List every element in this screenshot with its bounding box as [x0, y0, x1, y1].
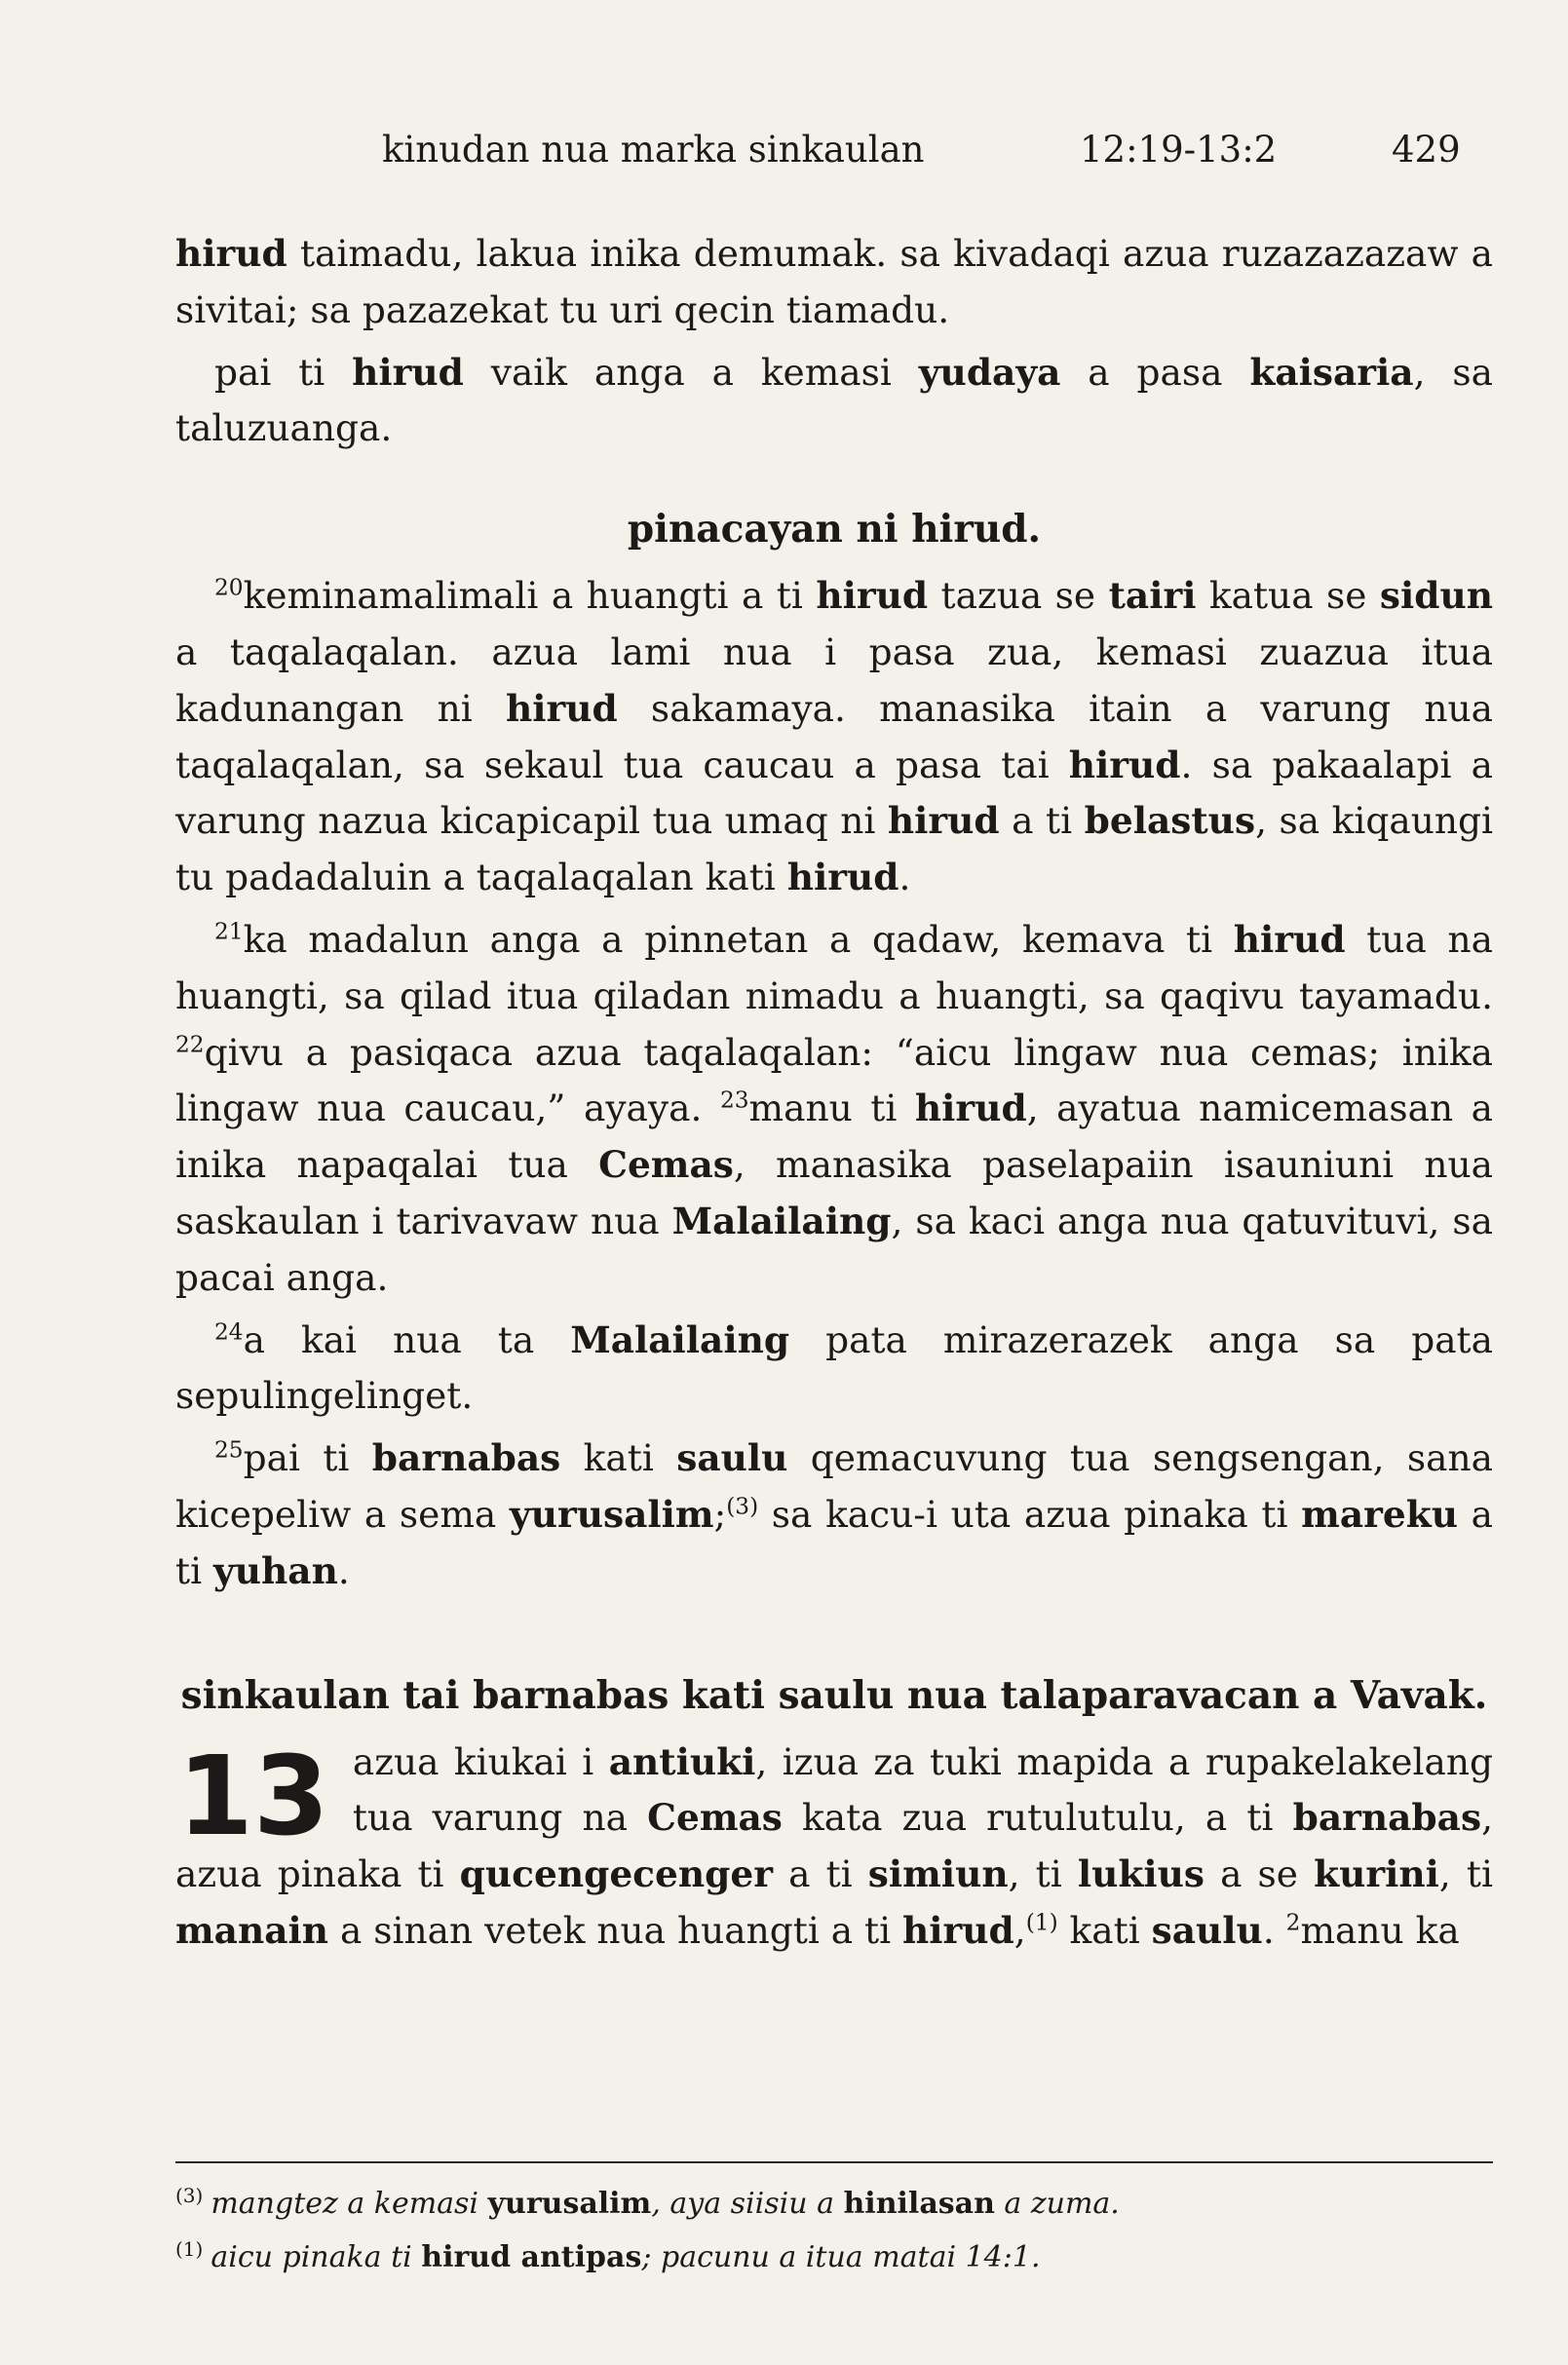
- verse-20: $^{20}$keminamalimali a huangti a ti hirud tazua se tairi katua se sidun a taqalaqalan. azua lami nua i pasa zua, kemasi zuazua itua kadunangan ni hirud sakamaya. manasika itain a varung nua taqalaqalan, sa sekaul tua caucau a pasa tai hirud. sa pakaalapi a varung nazua kicapicapil tua umaq ni hirud a ti belastus, sa kiqaungi tu padadaluin a taqalaqalan kati hirud.: [175, 574, 1494, 899]
- chapter-13-opening: [175, 1735, 1493, 1960]
- footnote-ref[interactable]: (1): [1025, 1909, 1058, 1936]
- running-head-title: kinudan nua marka sinkaulan: [382, 129, 925, 171]
- verse-number: 21: [214, 918, 244, 945]
- body-text: [175, 226, 1493, 1960]
- name-hirud: hirud: [175, 232, 287, 275]
- section-heading-pinacayan: pinacayan ni hirud.: [627, 507, 1042, 553]
- verse-number: 24: [214, 1318, 244, 1346]
- paragraph-hirud-kaisaria: pai ti hirud vaik anga a kemasi yudaya a pasa kaisaria, sa taluzuanga.: [175, 350, 1493, 450]
- verse-number: 2: [1285, 1909, 1301, 1936]
- verse-number: 22: [175, 1031, 205, 1058]
- footnote-ref[interactable]: (3): [726, 1493, 759, 1520]
- verse-number: 25: [214, 1436, 244, 1464]
- verse-25: $^{25}$pai ti barnabas kati saulu qemacuvung tua sengsengan, sana kicepeliw a sema yurusalim;$^{(3)}$ sa kacu-i uta azua pinaka ti mareku a ti yuhan.: [175, 1436, 1494, 1592]
- running-head-reference: 12:19-13:2: [1080, 129, 1278, 171]
- chapter-number: 13: [177, 1733, 329, 1860]
- footnote-3: $^{(3)}$ mangtez a kemasi yurusalim, aya siisiu a hinilasan a zuma.: [175, 2184, 1120, 2221]
- running-head: [0, 129, 1568, 187]
- verse-19-continuation: hirud taimadu, lakua inika demumak. sa kivadaqi azua ruzazazazaw a sivitai; sa pazazekat tu uri qecin tiamadu.: [175, 232, 1493, 331]
- page-number: 429: [1392, 129, 1461, 171]
- chapter-13-verse-1: azua kiukai i antiuki, izua za tuki mapida a rupakelakelang tua varung na Cemas kata zua rutulutulu, a ti barnabas, azua pinaka ti qucengecenger a ti simiun, ti lukius a se kurini, ti manain a sinan vetek nua huangti a ti hirud,$^{(1)}$ kati saulu. $^2$manu ka: [175, 1739, 1493, 1952]
- verse-24: $^{24}$a kai nua ta Malailaing pata mirazerazek anga sa pata sepulingelinget.: [175, 1317, 1493, 1418]
- verse-21-23: $^{21}$ka madalun anga a pinnetan a qadaw, kemava ti hirud tua na huangti, sa qilad itua qiladan nimadu a huangti, sa qaqivu tayamadu. $^{22}$qivu a pasiqaca azua taqalaqalan: “aicu lingaw nua cemas; inika lingaw nua caucau,” ayaya. $^{23}$manu ti hirud, ayatua namicemasan a inika napaqalai tua Cemas, manasika paselapaiin isauniuni nua saskaulan i tarivavaw nua Malailaing, sa kaci anga nua qatuvituvi, sa pacai anga.: [175, 917, 1494, 1299]
- verse-number: 23: [719, 1087, 749, 1114]
- footnotes: [175, 2161, 1493, 2280]
- verse-number: 20: [214, 574, 244, 601]
- section-heading-sinkaulan: sinkaulan tai barnabas kati saulu nua talaparavacan a Vavak.: [180, 1672, 1488, 1718]
- footnote-1: $^{(1)}$ aicu pinaka ti hirud antipas; pacunu a itua matai 14:1.: [175, 2237, 1041, 2274]
